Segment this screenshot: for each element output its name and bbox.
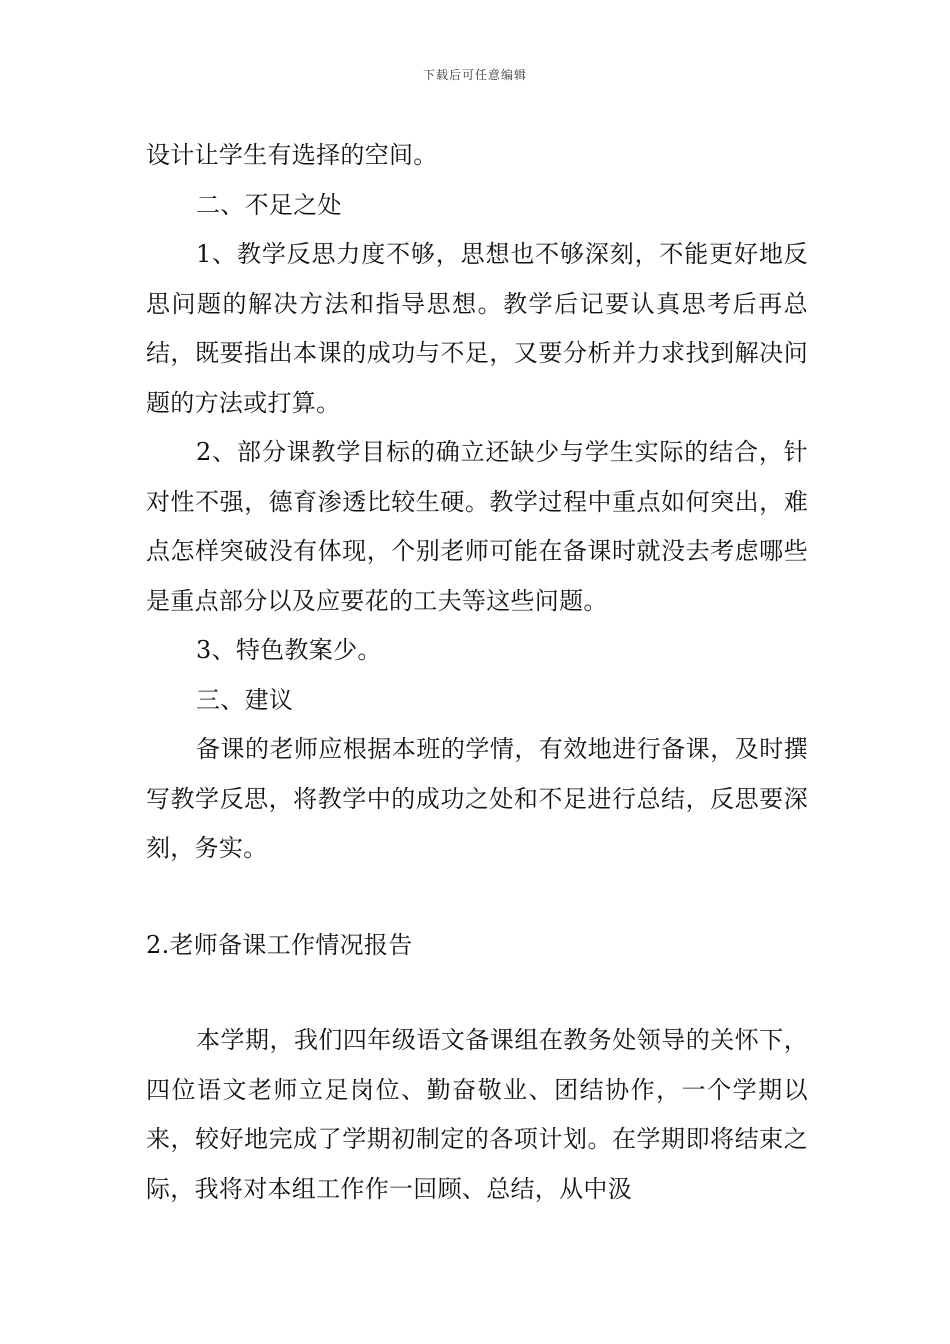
paragraph-shortcoming-2: 2、部分课教学目标的确立还缺少与学生实际的结合，针对性不强，德育渗透比较生硬。教学过程中重点如何突出，难点怎样突破没有体现，个别老师可能在备课时就没去考虑哪些是重点部分以及应要花的工夫等这些问题。 xyxy=(146,438,808,615)
heading-suggestions: 三、建议 xyxy=(196,685,294,714)
paragraph-report-intro: 本学期，我们四年级语文备课组在教务处领导的关怀下，四位语文老师立足岗位、勤奋敬业、团结协作，一个学期以来，较好地完成了学期初制定的各项计划。在学期即将结束之际，我将对本组工作作一回顾、总结，从中汲 xyxy=(146,1026,808,1203)
paragraph-shortcoming-3: 3、特色教案少。 xyxy=(196,636,382,664)
paragraph-shortcoming-1: 1、教学反思力度不够，思想也不够深刻，不能更好地反思问题的解决方法和指导思想。教学后记要认真思考后再总结，既要指出本课的成功与不足，又要分析并力求找到解决问题的方法或打算。 xyxy=(146,240,808,417)
heading-shortcomings: 二、不足之处 xyxy=(196,190,342,219)
paragraph-suggestion: 备课的老师应根据本班的学情，有效地进行备课，及时撰写教学反思，将教学中的成功之处和不足进行总结，反思要深刻，务实。 xyxy=(146,735,808,862)
paragraph-continuation: 设计让学生有选择的空间。 xyxy=(146,141,438,169)
document-body xyxy=(146,131,808,1214)
page-header-note: 下载后可任意编辑 xyxy=(422,68,527,82)
section-title: 2.老师备课工作情况报告 xyxy=(146,930,413,959)
